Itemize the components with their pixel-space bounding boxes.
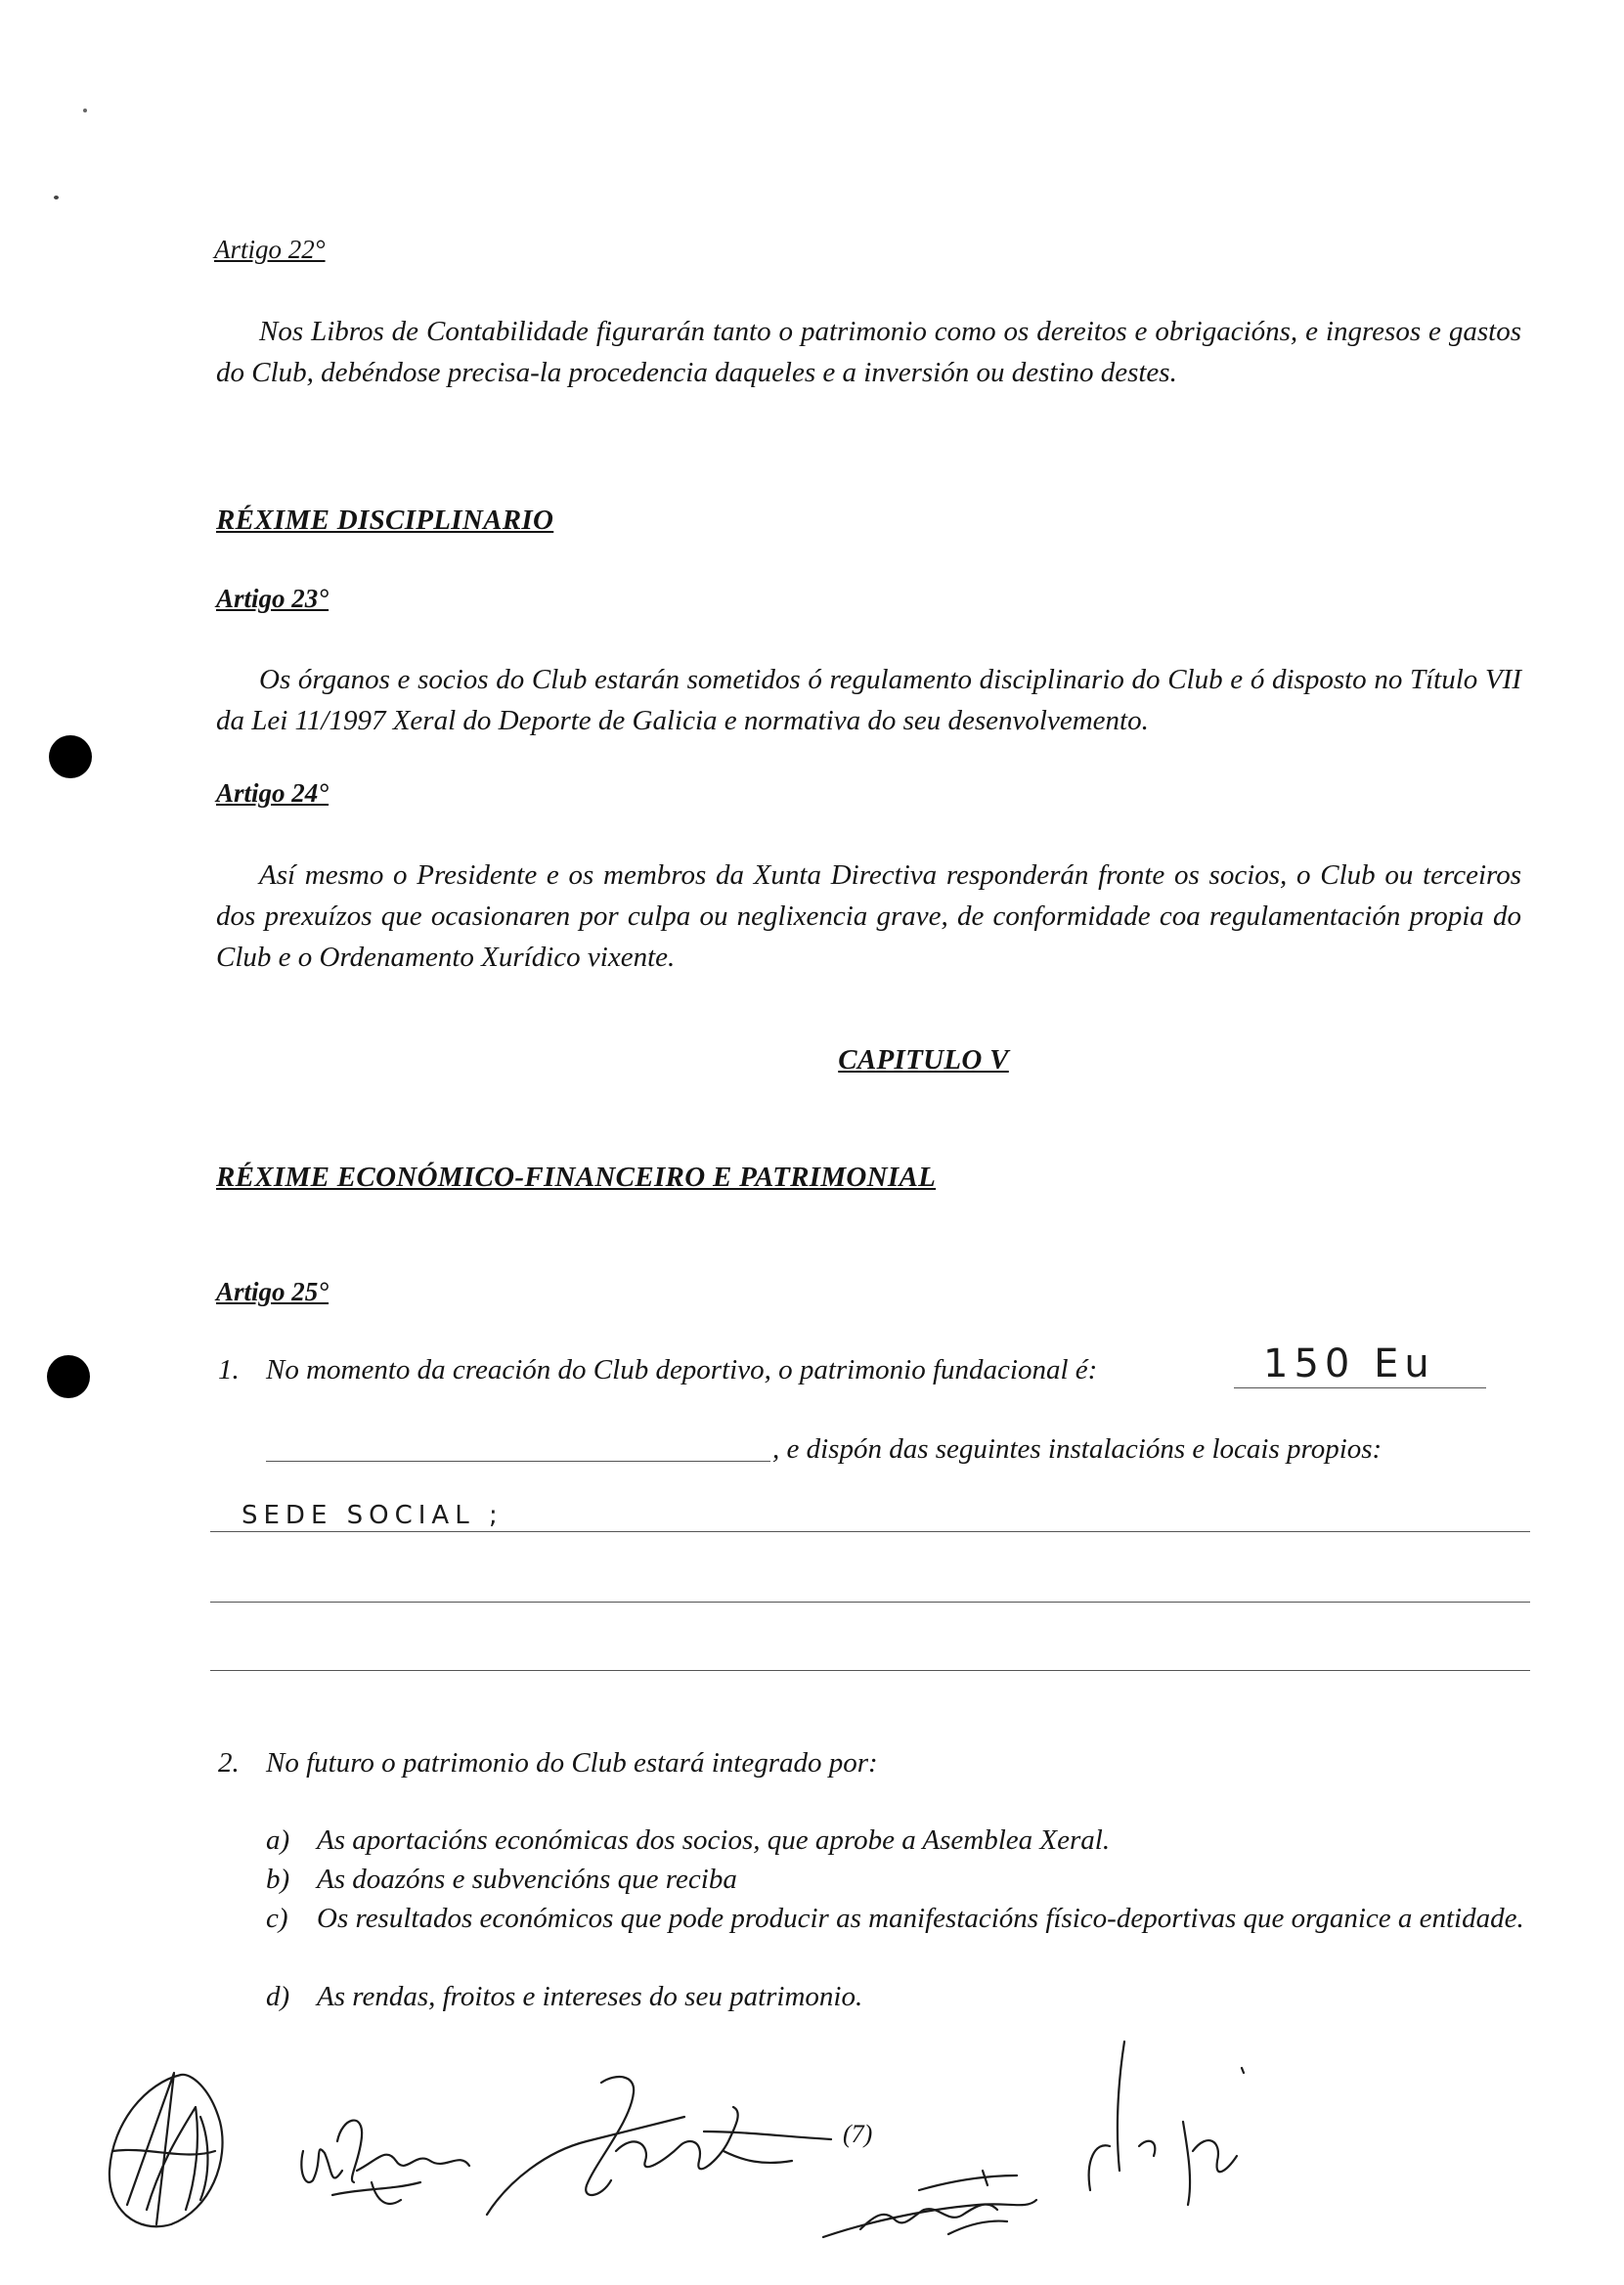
- list-text: As doazóns e subvencións que reciba: [317, 1864, 737, 1895]
- list-text: As rendas, froitos e intereses do seu patrimonio.: [317, 1981, 863, 2012]
- page-number: (7): [843, 2120, 873, 2148]
- fill-in-line: [210, 1531, 1530, 1532]
- list-marker: a): [266, 1824, 290, 1856]
- article-22-text: Nos Libros de Contabilidade figurarán tanto o patrimonio como os dereitos e obrigacións, e ingresos e gastos do Club, debéndose precisa-la procedencia daqueles e a inversión ou destino destes.: [216, 316, 1521, 388]
- item-1-text: No momento da creación do Club deportivo, o patrimonio fundacional é:: [266, 1354, 1098, 1385]
- signature-3: [487, 2077, 831, 2215]
- list-marker: b): [266, 1864, 290, 1895]
- signatures: [0, 2014, 1624, 2285]
- item-2-text: No futuro o patrimonio do Club estará integrado por:: [266, 1747, 878, 1779]
- item-1-continuation: , e dispón das seguintes instalacións e locais propios:: [772, 1433, 1383, 1465]
- punch-hole: [49, 735, 92, 778]
- punch-hole: [47, 1355, 90, 1398]
- list-marker: d): [266, 1981, 290, 2012]
- signature-2: [301, 2121, 469, 2204]
- list-text: Os resultados económicos que pode producir as manifestacións físico-deportivas que organice a entidade.: [317, 1903, 1524, 1934]
- chapter-title: CAPITULO V: [838, 1044, 1009, 1076]
- speck-mark: [54, 196, 59, 199]
- signature-5: [1089, 2042, 1244, 2205]
- article-24-title: Artigo 24°: [216, 778, 329, 808]
- speck-mark: [83, 109, 87, 112]
- signature-4: [823, 2171, 1036, 2237]
- section-economico-title: RÉXIME ECONÓMICO-FINANCEIRO E PATRIMONIAL: [216, 1162, 937, 1193]
- fill-in-line: [266, 1461, 770, 1462]
- section-disciplinario-title: RÉXIME DISCIPLINARIO: [216, 505, 554, 536]
- item-1-handwritten-value: 150 Eu: [1263, 1341, 1435, 1386]
- article-24-text: Así mesmo o Presidente e os membros da Xunta Directiva responderán fronte os socios, o Club ou terceiros dos prexuízos que ocasionaren por culpa ou neglixencia grave, de conformidade coa regulamentación propia do Club e o Ordenamento Xurídico vixente.: [216, 859, 1521, 973]
- fill-in-line: [210, 1670, 1530, 1671]
- fill-in-line: [1234, 1387, 1486, 1388]
- article-25-title: Artigo 25°: [216, 1277, 329, 1306]
- signature-1: [110, 2073, 223, 2226]
- list-marker: c): [266, 1903, 288, 1934]
- fill-in-line: [210, 1602, 1530, 1603]
- article-23-title: Artigo 23°: [216, 584, 329, 613]
- article-22-title: Artigo 22°: [214, 235, 326, 264]
- article-23-text: Os órganos e socios do Club estarán sometidos ó regulamento disciplinario do Club e ó disposto no Título VII da Lei 11/1997 Xeral do Deporte de Galicia e normativa do seu desenvolvemento.: [216, 664, 1521, 736]
- item-1-number: 1.: [218, 1354, 240, 1385]
- item-2-number: 2.: [218, 1747, 240, 1779]
- item-1-handwritten-entry: SEDE SOCIAL ;: [241, 1501, 504, 1530]
- list-text: As aportacións económicas dos socios, que aprobe a Asemblea Xeral.: [317, 1824, 1111, 1856]
